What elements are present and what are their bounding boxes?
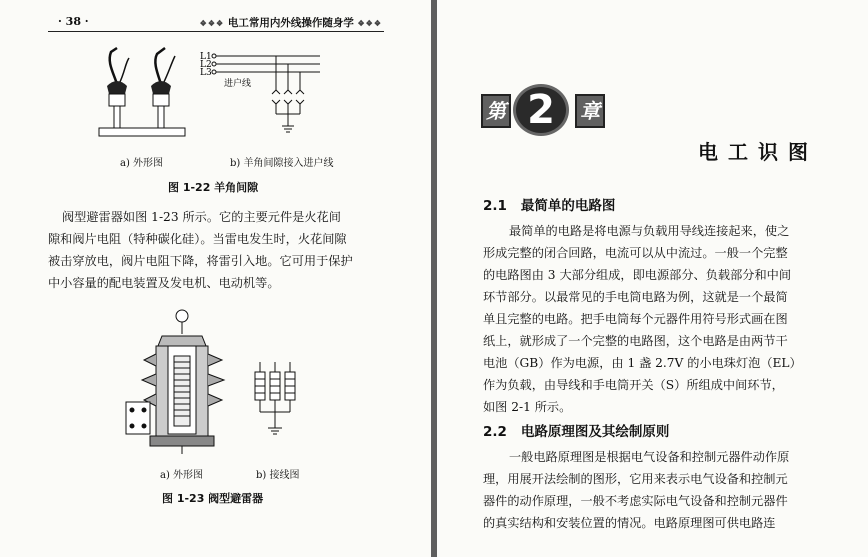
section-heading-2-1 [483, 194, 615, 214]
valve-arrester-wiring-diagram [250, 362, 300, 442]
section-2-1-paragraph [483, 220, 829, 418]
chapter-zhang-glyph: 章 [575, 94, 605, 128]
running-header [48, 12, 384, 32]
valve-arrester-exterior-illustration [122, 306, 234, 456]
fig122-caption-a: a) 外形图 [120, 158, 164, 169]
paragraph-line: 阀型避雷器如图 1-23 所示。它的主要元件是火花间 [62, 210, 341, 224]
paragraph-line: 一般电路原理图是根据电气设备和控制元器件动作原 [509, 450, 790, 464]
fig122-caption-b: b) 羊角间隙接入进户线 [230, 158, 334, 169]
wire-label-l3: L3 [200, 68, 212, 78]
paragraph-line: 中小容量的配电装置及发电机、电动机等。 [48, 276, 280, 290]
chapter-badge [481, 84, 609, 136]
section-number: 2.1 [483, 198, 507, 214]
horn-gap-wiring-diagram [200, 48, 322, 144]
paragraph-line: 如图 2-1 所示。 [483, 400, 572, 414]
paragraph-line: 环节部分。以最常见的手电筒电路为例，这就是一个最简 [483, 290, 788, 304]
running-title: 电工常用内外线操作随身学 [227, 17, 354, 29]
paragraph-line: 单且完整的电路。把手电筒每个元器件用符号形式画在图 [483, 312, 788, 326]
paragraph-line: 理，用展开法绘制的图形，它用来表示电气设备和控制元 [483, 472, 788, 486]
wire-label-l2: L2 [200, 60, 212, 70]
fig123-caption-b: b) 接线图 [256, 470, 300, 481]
paragraph-line: 隙和阀片电阻（特种碳化硅）。当雷电发生时，火花间隙 [48, 232, 347, 246]
horn-gap-exterior-illustration [95, 44, 195, 144]
paragraph-line: 的电路图由 3 大部分组成，即电源部分、负载部分和中间 [483, 268, 792, 282]
page-number: · 38 · [58, 15, 89, 28]
section-heading-2-2 [483, 420, 669, 440]
paragraph-line: 最简单的电路是将电源与负载用导线连接起来，使之 [509, 224, 790, 238]
ornament-left: ❖❖❖ [199, 18, 225, 28]
section-2-2-paragraph [483, 446, 829, 534]
section-title: 电路原理图及其绘制原则 [520, 424, 670, 440]
ornament-right: ❖❖❖ [357, 18, 382, 28]
chapter-di-glyph: 第 [481, 94, 511, 128]
paragraph-line: 被击穿放电，阀片电阻下降，将雷引入地。它可用于保护 [48, 254, 353, 268]
fig123-title: 图 1-23 阀型避雷器 [162, 492, 264, 505]
wire-label-l1: L1 [200, 52, 212, 62]
arrester-paragraph [48, 206, 388, 294]
chapter-title: 电工识图 [698, 140, 818, 164]
chapter-number: 2 [513, 84, 569, 136]
left-page [0, 0, 431, 557]
paragraph-line: 形成完整的闭合回路，电流可以从中流过。一般一个完整 [483, 246, 788, 260]
running-title-group [200, 15, 382, 30]
right-page [437, 0, 868, 557]
entry-line-label: 进户线 [224, 79, 252, 89]
paragraph-line: 器件的动作原理，一般不考虑实际电气设备和控制元器件 [483, 494, 788, 508]
paragraph-line: 作为负载，由导线和手电筒开关（S）所组成中间环节， [483, 378, 784, 392]
paragraph-line: 纸上，就形成了一个完整的电路图，这个电路是由两节干 [483, 334, 788, 348]
paragraph-line: 的真实结构和安装位置的情况。电路原理图可供电路连 [483, 516, 776, 530]
fig123-caption-a: a) 外形图 [160, 470, 204, 481]
section-title: 最简单的电路图 [520, 198, 616, 214]
paragraph-line: 电池（GB）作为电源，由 1 盏 2.7V 的小电珠灯泡（EL） [483, 356, 802, 370]
fig122-title: 图 1-22 羊角间隙 [168, 181, 259, 194]
section-number: 2.2 [483, 424, 507, 440]
